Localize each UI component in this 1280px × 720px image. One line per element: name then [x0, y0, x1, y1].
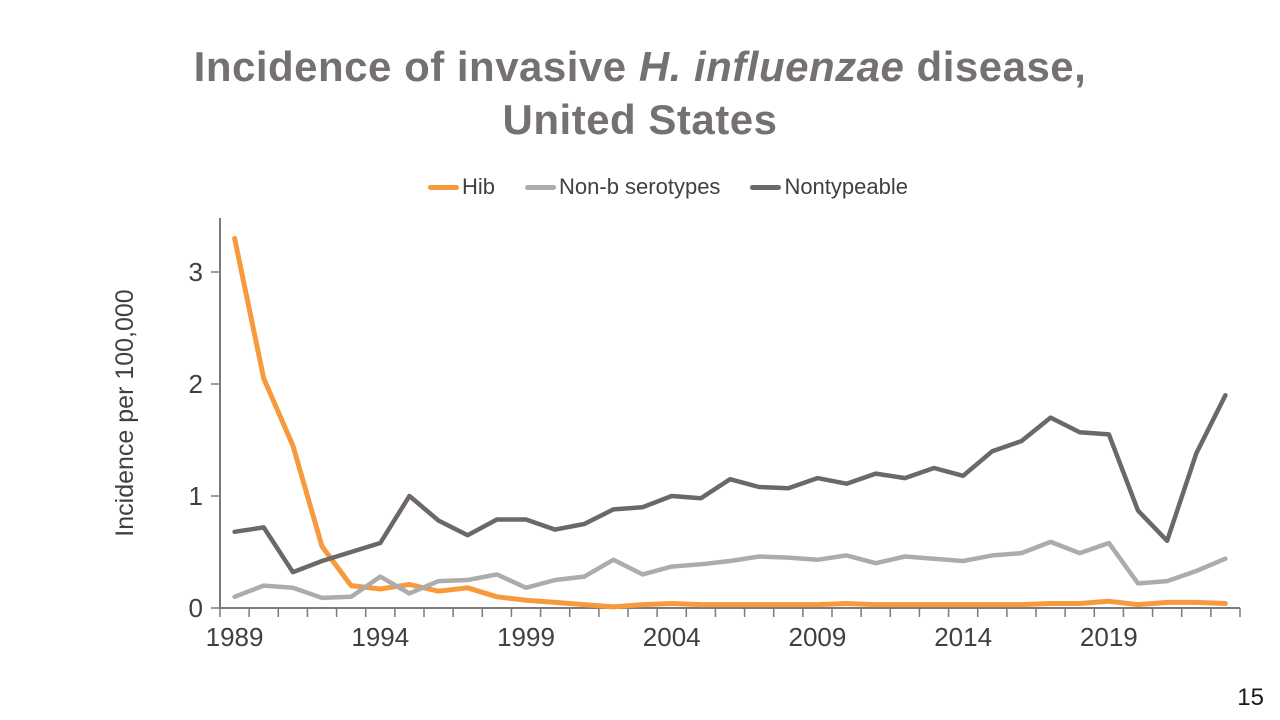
y-tick-label-2: 2 — [188, 369, 203, 399]
x-tick-label-2004: 2004 — [642, 622, 701, 652]
y-tick-label-0: 0 — [188, 593, 203, 623]
y-tick-label-3: 3 — [188, 257, 203, 287]
title-text-italic: H. influenzae — [638, 43, 905, 90]
title-text-post: disease, — [904, 43, 1087, 90]
chart-title-line2: United States — [502, 96, 778, 143]
title-text-pre: Incidence of invasive — [193, 43, 639, 90]
legend-label-nontypeable: Nontypeable — [784, 174, 908, 199]
nontypeable-line — [235, 395, 1226, 572]
y-axis-title: Incidence per 100,000 — [111, 289, 139, 537]
legend-label-hib: Hib — [462, 174, 496, 199]
x-tick-label-1999: 1999 — [497, 622, 555, 652]
page-number: 15 — [1237, 684, 1264, 711]
x-tick-label-2009: 2009 — [788, 622, 847, 652]
x-tick-label-1994: 1994 — [351, 622, 410, 652]
legend-label-non-b-serotypes: Non-b serotypes — [559, 174, 721, 199]
x-tick-label-1989: 1989 — [205, 622, 264, 652]
x-tick-label-2019: 2019 — [1079, 622, 1138, 652]
y-tick-label-1: 1 — [188, 481, 203, 511]
x-tick-label-2014: 2014 — [934, 622, 993, 652]
